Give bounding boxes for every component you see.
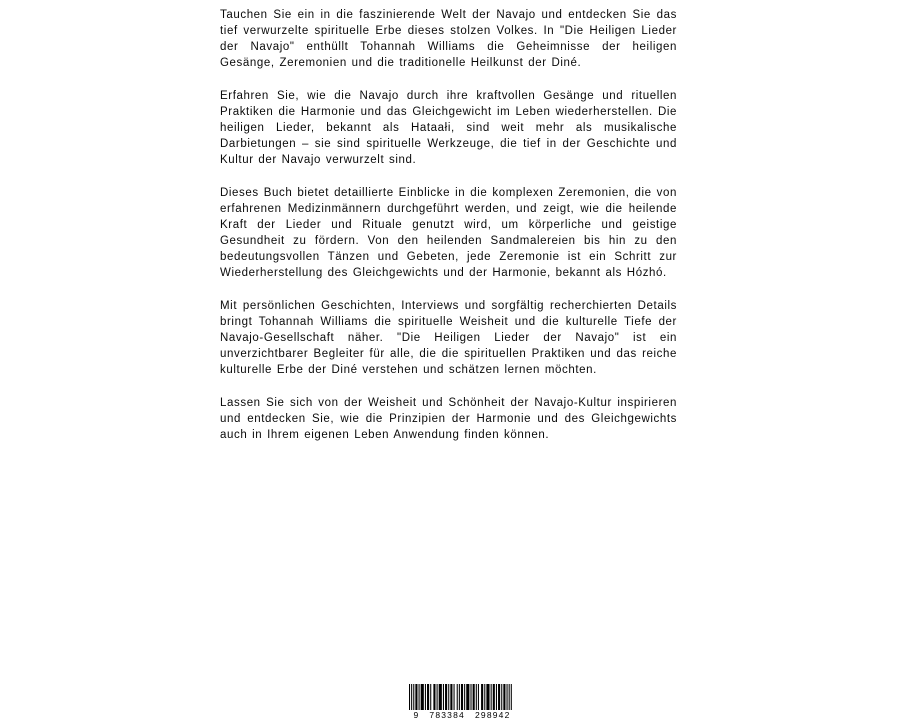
barcode-bars-icon <box>409 684 515 710</box>
isbn-barcode <box>400 683 524 720</box>
blurb-text <box>220 7 677 443</box>
blurb-paragraph-5: Lassen Sie sich von der Weisheit und Schönheit der Navajo-Kultur inspirieren und entdecken Sie, wie die Prinzipien der Harmonie und des Gleichgewichts auch in Ihrem eigenen Leben Anwendung finden können. <box>220 397 677 441</box>
isbn-digit-left: 9 <box>413 710 420 720</box>
blurb-paragraph-2: Erfahren Sie, wie die Navajo durch ihre kraftvollen Gesänge und rituellen Praktiken die Harmonie und das Gleichgewicht im Leben wiederherstellen. Die heiligen Lieder, bekannt als Hataałi, sind weit mehr als musikalische Darbietungen – sie sind spirituelle Werkzeuge, die tief in der Geschichte und Kultur der Navajo verwurzelt sind. <box>220 90 677 166</box>
blurb-paragraph-4: Mit persönlichen Geschichten, Interviews und sorgfältig recherchierten Details bringt Tohannah Williams die spirituelle Weisheit und die kulturelle Tiefe der Navajo-Gesellschaft näher. "Die Heiligen Lieder der Navajo" ist ein unverzichtbarer Begleiter für alle, die die spirituellen Praktiken und das reiche kulturelle Erbe der Diné verstehen und schätzen lernen möchten. <box>220 300 677 376</box>
isbn-group-2: 298942 <box>474 710 511 720</box>
blurb-paragraph-3: Dieses Buch bietet detaillierte Einblicke in die komplexen Zeremonien, die von erfahrenen Medizinmännern durchgeführt werden, und zeigt, wie die heilende Kraft der Lieder und Rituale genutzt wird, um körperliche und geistige Gesundheit zu fördern. Von den heilenden Sandmalereien bis hin zu den bedeutungsvollen Tänzen und Gebeten, jede Zeremonie ist ein Schritt zur Wiederherstellung des Gleichgewichts und der Harmonie, bekannt als Hózhó. <box>220 187 677 279</box>
isbn-number <box>403 711 521 720</box>
blurb-paragraph-1: Tauchen Sie ein in die faszinierende Welt der Navajo und entdecken Sie das tief verwurzelte spirituelle Erbe dieses stolzen Volkes. In "Die Heiligen Lieder der Navajo" enthüllt Tohannah Williams die Geheimnisse der heiligen Gesänge, Zeremonien und die traditionelle Heilkunst der Diné. <box>220 9 677 69</box>
isbn-group-1: 783384 <box>429 710 465 720</box>
